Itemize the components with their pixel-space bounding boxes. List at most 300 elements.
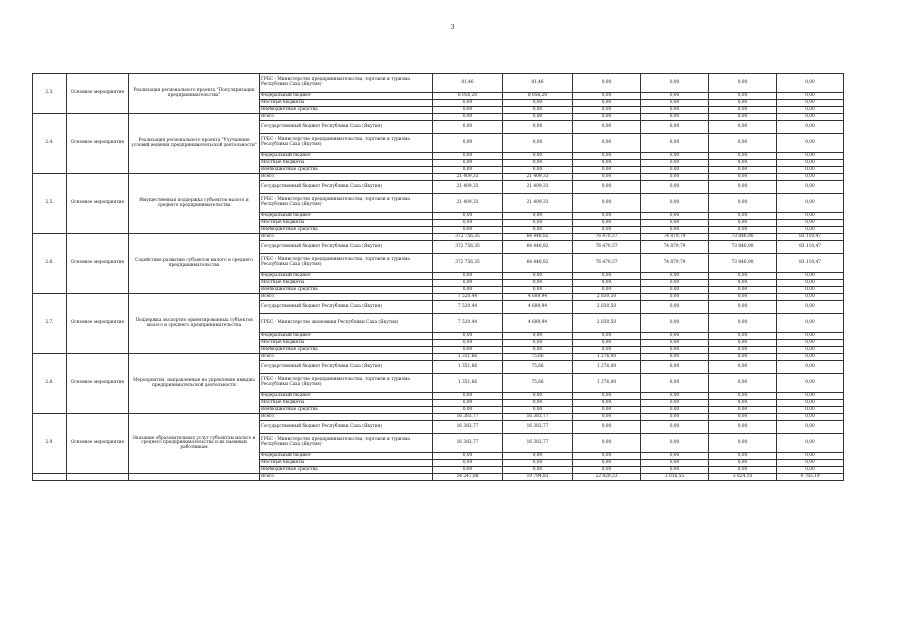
amount-cell: 0,00 <box>641 227 709 234</box>
amount-cell: 0,00 <box>503 100 573 107</box>
amount-cell: 0,00 <box>709 453 777 460</box>
amount-cell: 0,00 <box>503 333 573 340</box>
amount-cell: 372 756,35 <box>433 241 503 254</box>
amount-cell: 0,00 <box>573 467 641 474</box>
amount-cell: 74 879,79 <box>641 241 709 254</box>
amount-cell: 0,00 <box>709 421 777 434</box>
amount-cell: 16 383,77 <box>503 414 573 421</box>
amount-cell: 0,00 <box>777 467 844 474</box>
amount-cell: 0,00 <box>433 100 503 107</box>
amount-cell: 0,00 <box>777 121 844 134</box>
amount-cell: 0,00 <box>503 467 573 474</box>
amount-cell: 0,00 <box>641 160 709 167</box>
amount-cell: 0,00 <box>503 134 573 153</box>
amount-cell: 0,00 <box>777 287 844 294</box>
amount-cell: 0,00 <box>573 407 641 414</box>
amount-cell: 75,66 <box>503 354 573 361</box>
amount-cell: 0,00 <box>433 287 503 294</box>
amount-cell: 0,00 <box>433 134 503 153</box>
row-index-cell: 2.6. <box>33 234 67 294</box>
amount-cell: 0,00 <box>709 393 777 400</box>
amount-cell: 0,00 <box>777 107 844 114</box>
amount-cell: 0,00 <box>503 393 573 400</box>
amount-cell: 1 276,00 <box>573 354 641 361</box>
amount-cell: 0,00 <box>777 460 844 467</box>
row-index-cell: 2.9. <box>33 414 67 474</box>
amount-cell: 75,66 <box>503 374 573 393</box>
amount-cell: 0,00 <box>777 74 844 93</box>
row-index-cell <box>33 474 67 481</box>
row-index-cell: 2.5. <box>33 174 67 234</box>
amount-cell: 0,00 <box>641 181 709 194</box>
amount-cell: 0,00 <box>641 280 709 287</box>
amount-cell: 74 879,79 <box>641 234 709 241</box>
amount-cell: 0,00 <box>709 160 777 167</box>
amount-cell: 0,00 <box>433 273 503 280</box>
amount-cell: 0,00 <box>573 460 641 467</box>
amount-cell: 372 756,35 <box>433 234 503 241</box>
amount-cell: 0,00 <box>709 301 777 314</box>
amount-cell: 0,00 <box>709 194 777 213</box>
amount-cell: 0,00 <box>573 453 641 460</box>
amount-cell: 0,00 <box>573 421 641 434</box>
funding-source-cell: Федеральный бюджет <box>260 273 433 280</box>
amount-cell: 0,00 <box>709 347 777 354</box>
amount-cell: 4 689,94 <box>503 314 573 333</box>
funding-source-cell: ГРБС - Министерство предпринимательства, торговли и туризма Республики Саха (Якутия) <box>260 434 433 453</box>
amount-cell: 83 110,47 <box>777 254 844 273</box>
amount-cell: 0,00 <box>709 74 777 93</box>
amount-cell: 0,00 <box>641 174 709 181</box>
amount-cell: 21 409,33 <box>433 181 503 194</box>
amount-cell: 83 110,47 <box>777 241 844 254</box>
amount-cell: 0,00 <box>641 194 709 213</box>
amount-cell: 19 794,81 <box>503 474 573 481</box>
amount-cell: 0,00 <box>433 153 503 160</box>
amount-cell: 1 276,00 <box>573 374 641 393</box>
amount-cell: 0,00 <box>433 160 503 167</box>
row-index-cell: 2.4. <box>33 114 67 174</box>
amount-cell: 0,00 <box>709 400 777 407</box>
amount-cell: 0,00 <box>709 333 777 340</box>
amount-cell: 0,00 <box>709 100 777 107</box>
row-type-cell: Основное мероприятие <box>67 114 129 174</box>
amount-cell: 16 383,77 <box>503 434 573 453</box>
amount-cell: 0,00 <box>573 393 641 400</box>
amount-cell: 0,00 <box>709 93 777 100</box>
amount-cell: 0,00 <box>709 460 777 467</box>
amount-cell: 0,00 <box>709 314 777 333</box>
amount-cell: 0,00 <box>709 134 777 153</box>
amount-cell: 0,00 <box>433 453 503 460</box>
amount-cell: 0,00 <box>503 107 573 114</box>
amount-cell: 0,00 <box>709 374 777 393</box>
amount-cell: 16 383,77 <box>433 434 503 453</box>
amount-cell: 0,00 <box>777 181 844 194</box>
funding-source-cell: Всего <box>260 474 433 481</box>
row-index-cell: 2.7. <box>33 294 67 354</box>
amount-cell: 0,00 <box>641 467 709 474</box>
amount-cell: 21 409,33 <box>503 194 573 213</box>
amount-cell: 0,00 <box>709 434 777 453</box>
table-row <box>33 114 844 121</box>
amount-cell: 0,00 <box>503 407 573 414</box>
row-type-cell: Основное мероприятие <box>67 294 129 354</box>
amount-cell: 0,00 <box>777 160 844 167</box>
row-type-cell <box>67 474 129 481</box>
amount-cell: 22 829,23 <box>573 474 641 481</box>
budget-table-body <box>33 74 844 481</box>
funding-source-cell: Местные бюджеты <box>260 400 433 407</box>
amount-cell: 0,00 <box>573 280 641 287</box>
amount-cell: 0,00 <box>709 213 777 220</box>
funding-source-cell: Местные бюджеты <box>260 460 433 467</box>
amount-cell: 0,00 <box>709 407 777 414</box>
amount-cell: 0,00 <box>709 153 777 160</box>
funding-source-cell: Внебюджетные средства <box>260 407 433 414</box>
funding-source-cell: Государственный бюджет Республики Саха (Якутия) <box>260 301 433 314</box>
amount-cell: 0,00 <box>573 287 641 294</box>
amount-cell: 4 689,94 <box>503 294 573 301</box>
amount-cell: 1 276,00 <box>573 361 641 374</box>
amount-cell: 16 383,77 <box>503 421 573 434</box>
funding-source-cell: Государственный бюджет Республики Саха (Якутия) <box>260 181 433 194</box>
amount-cell: 0,00 <box>503 220 573 227</box>
amount-cell: 0,00 <box>433 333 503 340</box>
amount-cell: 0,00 <box>777 273 844 280</box>
amount-cell: 0,00 <box>777 301 844 314</box>
amount-cell: 0,00 <box>641 333 709 340</box>
amount-cell: 0,00 <box>433 227 503 234</box>
amount-cell: 0,00 <box>503 340 573 347</box>
budget-table <box>32 73 844 481</box>
funding-source-cell: Федеральный бюджет <box>260 153 433 160</box>
amount-cell: 73 846,90 <box>709 254 777 273</box>
amount-cell: 0,00 <box>709 227 777 234</box>
amount-cell: 3 016,55 <box>641 474 709 481</box>
amount-cell: 0,00 <box>777 174 844 181</box>
amount-cell: 0,00 <box>641 287 709 294</box>
amount-cell: 0,00 <box>433 107 503 114</box>
amount-cell: 0,00 <box>433 393 503 400</box>
amount-cell: 0,00 <box>641 314 709 333</box>
amount-cell: 0,00 <box>641 347 709 354</box>
amount-cell: 0,00 <box>503 167 573 174</box>
row-type-cell: Основное мероприятие <box>67 234 129 294</box>
amount-cell: 0,00 <box>777 374 844 393</box>
table-row <box>33 234 844 241</box>
amount-cell: 0,00 <box>641 460 709 467</box>
amount-cell: 76 470,37 <box>573 241 641 254</box>
amount-cell: 4 689,94 <box>503 301 573 314</box>
amount-cell: 0,00 <box>641 434 709 453</box>
funding-source-cell: Государственный бюджет Республики Саха (Якутия) <box>260 241 433 254</box>
amount-cell: 0,00 <box>641 453 709 460</box>
table-row <box>33 354 844 361</box>
row-name-cell: Имущественная поддержка субъектов малого и среднего предпринимательства <box>129 174 260 234</box>
amount-cell: 0,00 <box>709 167 777 174</box>
funding-source-cell: ГРБС - Министерство предпринимательства, торговли и туризма Республики Саха (Якутия) <box>260 254 433 273</box>
amount-cell: 7 520,44 <box>433 294 503 301</box>
amount-cell: 21 409,33 <box>503 174 573 181</box>
amount-cell: 0,00 <box>777 354 844 361</box>
amount-cell: 0,00 <box>573 273 641 280</box>
amount-cell: 0,00 <box>709 354 777 361</box>
funding-source-cell: Внебюджетные средства <box>260 287 433 294</box>
amount-cell: 0,00 <box>777 227 844 234</box>
amount-cell: 76 470,37 <box>573 254 641 273</box>
amount-cell: 0,00 <box>433 280 503 287</box>
amount-cell: 0,00 <box>709 414 777 421</box>
amount-cell: 0,00 <box>433 121 503 134</box>
amount-cell: 0,00 <box>777 280 844 287</box>
amount-cell: 0,00 <box>777 220 844 227</box>
amount-cell: 4 783,19 <box>777 474 844 481</box>
amount-cell: 0,00 <box>777 213 844 220</box>
amount-cell: 0,00 <box>573 213 641 220</box>
page-number: 3 <box>450 24 455 31</box>
funding-source-cell: ГРБС - Министерство предпринимательства, торговли и туризма Республики Саха (Якутия) <box>260 74 433 93</box>
row-index-cell: 2.8. <box>33 354 67 414</box>
amount-cell: 0,00 <box>641 354 709 361</box>
amount-cell: 0,00 <box>641 400 709 407</box>
table-row <box>33 174 844 181</box>
row-index-cell: 2.3. <box>33 74 67 114</box>
table-row <box>33 414 844 421</box>
amount-cell: 0,00 <box>641 121 709 134</box>
amount-cell: 0,00 <box>503 121 573 134</box>
funding-source-cell: Федеральный бюджет <box>260 93 433 100</box>
amount-cell: 0,00 <box>573 114 641 121</box>
amount-cell: 1 351,66 <box>433 374 503 393</box>
amount-cell: 0,00 <box>777 194 844 213</box>
funding-source-cell: Всего <box>260 294 433 301</box>
funding-source-cell: ГРБС - Министерство предпринимательства, торговли и туризма Республики Саха (Якутия) <box>260 194 433 213</box>
row-name-cell: Мероприятия, направленные на укрепление имиджа предпринимательской деятельности <box>129 354 260 414</box>
amount-cell: 0,00 <box>641 213 709 220</box>
amount-cell: 0,00 <box>573 167 641 174</box>
amount-cell: 0,00 <box>573 74 641 93</box>
amount-cell: 0,00 <box>641 107 709 114</box>
amount-cell: 21 409,33 <box>433 174 503 181</box>
amount-cell: 0,00 <box>573 174 641 181</box>
amount-cell: 73 846,90 <box>709 241 777 254</box>
amount-cell: 0,00 <box>503 114 573 121</box>
amount-cell: 83 110,47 <box>777 234 844 241</box>
funding-source-cell: ГРБС - Министерство экономики Республики Саха (Якутия) <box>260 314 433 333</box>
amount-cell: 0,00 <box>573 220 641 227</box>
row-name-cell: Содействие развитию субъектов малого и среднего предпринимательства <box>129 234 260 294</box>
amount-cell: 81,46 <box>433 74 503 93</box>
amount-cell: 2 830,50 <box>573 301 641 314</box>
funding-source-cell: Всего <box>260 114 433 121</box>
funding-source-cell: Федеральный бюджет <box>260 453 433 460</box>
funding-source-cell: Местные бюджеты <box>260 340 433 347</box>
amount-cell: 2 830,50 <box>573 294 641 301</box>
funding-source-cell: Всего <box>260 414 433 421</box>
amount-cell: 0,00 <box>641 114 709 121</box>
row-name-cell: Реализация регионального проекта "Улучшение условий ведения предпринимательской деятельности" <box>129 114 260 174</box>
amount-cell: 0,00 <box>777 167 844 174</box>
amount-cell: 7 520,44 <box>433 314 503 333</box>
amount-cell: 0,00 <box>573 160 641 167</box>
amount-cell: 0,00 <box>641 153 709 160</box>
row-type-cell: Основное мероприятие <box>67 74 129 114</box>
funding-source-cell: Местные бюджеты <box>260 100 433 107</box>
row-name-cell: Оказание образовательных услуг субъектам малого и среднего предпринимательства и их наемным работникам <box>129 414 260 474</box>
amount-cell: 0,00 <box>433 347 503 354</box>
amount-cell: 0,00 <box>777 453 844 460</box>
amount-cell: 8 056,20 <box>433 93 503 100</box>
amount-cell: 0,00 <box>433 460 503 467</box>
amount-cell: 0,00 <box>709 181 777 194</box>
amount-cell: 0,00 <box>573 347 641 354</box>
amount-cell: 0,00 <box>641 421 709 434</box>
amount-cell: 0,00 <box>777 153 844 160</box>
amount-cell: 1 351,66 <box>433 361 503 374</box>
amount-cell: 0,00 <box>573 181 641 194</box>
amount-cell: 0,00 <box>503 287 573 294</box>
amount-cell: 0,00 <box>503 460 573 467</box>
amount-cell: 75,66 <box>503 361 573 374</box>
amount-cell: 0,00 <box>433 340 503 347</box>
funding-source-cell: Внебюджетные средства <box>260 227 433 234</box>
amount-cell: 0,00 <box>777 347 844 354</box>
amount-cell: 0,00 <box>641 93 709 100</box>
amount-cell: 0,00 <box>503 400 573 407</box>
funding-source-cell: Местные бюджеты <box>260 160 433 167</box>
amount-cell: 21 409,33 <box>433 194 503 213</box>
amount-cell: 64 448,82 <box>503 241 573 254</box>
row-name-cell: Реализация регионального проекта "Популяризация предпринимательства" <box>129 74 260 114</box>
amount-cell: 0,00 <box>573 100 641 107</box>
amount-cell: 0,00 <box>573 414 641 421</box>
amount-cell: 0,00 <box>641 393 709 400</box>
amount-cell: 0,00 <box>503 273 573 280</box>
funding-source-cell: Государственный бюджет Республики Саха (Якутия) <box>260 361 433 374</box>
amount-cell: 0,00 <box>641 374 709 393</box>
amount-cell: 0,00 <box>709 280 777 287</box>
amount-cell: 0,00 <box>641 414 709 421</box>
amount-cell: 1 351,66 <box>433 354 503 361</box>
amount-cell: 0,00 <box>709 220 777 227</box>
amount-cell: 0,00 <box>709 121 777 134</box>
amount-cell: 0,00 <box>777 414 844 421</box>
table-row <box>33 294 844 301</box>
amount-cell: 16 383,77 <box>433 421 503 434</box>
amount-cell: 0,00 <box>641 361 709 374</box>
amount-cell: 0,00 <box>573 434 641 453</box>
amount-cell: 0,00 <box>777 294 844 301</box>
funding-source-cell: Внебюджетные средства <box>260 347 433 354</box>
amount-cell: 76 470,37 <box>573 234 641 241</box>
amount-cell: 0,00 <box>777 100 844 107</box>
funding-source-cell: Внебюджетные средства <box>260 467 433 474</box>
amount-cell: 0,00 <box>641 220 709 227</box>
amount-cell: 0,00 <box>777 407 844 414</box>
amount-cell: 0,00 <box>503 160 573 167</box>
amount-cell: 54 247,88 <box>433 474 503 481</box>
amount-cell: 2 830,50 <box>573 314 641 333</box>
amount-cell: 0,00 <box>573 93 641 100</box>
amount-cell: 0,00 <box>777 93 844 100</box>
amount-cell: 0,00 <box>709 287 777 294</box>
funding-source-cell: ГРБС - Министерство предпринимательства, торговли и туризма Республики Саха (Якутия) <box>260 134 433 153</box>
amount-cell: 21 409,33 <box>503 181 573 194</box>
table-row <box>33 474 844 481</box>
amount-cell: 0,00 <box>433 114 503 121</box>
amount-cell: 0,00 <box>433 400 503 407</box>
amount-cell: 0,00 <box>777 114 844 121</box>
amount-cell: 0,00 <box>777 421 844 434</box>
amount-cell: 0,00 <box>641 407 709 414</box>
amount-cell: 0,00 <box>641 294 709 301</box>
amount-cell: 372 756,35 <box>433 254 503 273</box>
amount-cell: 16 383,77 <box>433 414 503 421</box>
row-name-cell: Поддержка экспортно ориентированных субъектов малого и среднего предпринимательства <box>129 294 260 354</box>
amount-cell: 0,00 <box>641 74 709 93</box>
amount-cell: 0,00 <box>709 273 777 280</box>
amount-cell: 7 520,44 <box>433 301 503 314</box>
amount-cell: 0,00 <box>433 220 503 227</box>
amount-cell: 0,00 <box>777 393 844 400</box>
amount-cell: 0,00 <box>777 434 844 453</box>
amount-cell: 0,00 <box>641 340 709 347</box>
amount-cell: 0,00 <box>503 280 573 287</box>
funding-source-cell: Федеральный бюджет <box>260 333 433 340</box>
funding-source-cell: Федеральный бюджет <box>260 213 433 220</box>
amount-cell: 0,00 <box>573 153 641 160</box>
amount-cell: 0,00 <box>709 294 777 301</box>
amount-cell: 0,00 <box>641 134 709 153</box>
amount-cell: 0,00 <box>709 114 777 121</box>
amount-cell: 0,00 <box>709 361 777 374</box>
amount-cell: 64 448,82 <box>503 254 573 273</box>
funding-source-cell: ГРБС - Министерство предпринимательства, торговли и туризма Республики Саха (Якутия) <box>260 374 433 393</box>
amount-cell: 0,00 <box>573 194 641 213</box>
amount-cell: 73 846,90 <box>709 234 777 241</box>
amount-cell: 0,00 <box>573 227 641 234</box>
amount-cell: 0,00 <box>641 167 709 174</box>
amount-cell: 81,46 <box>503 74 573 93</box>
amount-cell: 3 824,10 <box>709 474 777 481</box>
amount-cell: 0,00 <box>503 153 573 160</box>
amount-cell: 0,00 <box>709 467 777 474</box>
amount-cell: 0,00 <box>573 400 641 407</box>
funding-source-cell: Внебюджетные средства <box>260 107 433 114</box>
amount-cell: 0,00 <box>573 333 641 340</box>
row-name-cell <box>129 474 260 481</box>
amount-cell: 0,00 <box>777 340 844 347</box>
amount-cell: 0,00 <box>709 174 777 181</box>
funding-source-cell: Федеральный бюджет <box>260 393 433 400</box>
amount-cell: 74 879,79 <box>641 254 709 273</box>
funding-source-cell: Местные бюджеты <box>260 280 433 287</box>
table-row <box>33 74 844 93</box>
funding-source-cell: Всего <box>260 174 433 181</box>
amount-cell: 0,00 <box>709 340 777 347</box>
amount-cell: 0,00 <box>503 227 573 234</box>
funding-source-cell: Всего <box>260 354 433 361</box>
amount-cell: 0,00 <box>777 314 844 333</box>
amount-cell: 0,00 <box>777 134 844 153</box>
amount-cell: 0,00 <box>503 213 573 220</box>
amount-cell: 0,00 <box>709 107 777 114</box>
amount-cell: 0,00 <box>433 467 503 474</box>
row-type-cell: Основное мероприятие <box>67 414 129 474</box>
funding-source-cell: Всего <box>260 234 433 241</box>
amount-cell: 0,00 <box>777 361 844 374</box>
